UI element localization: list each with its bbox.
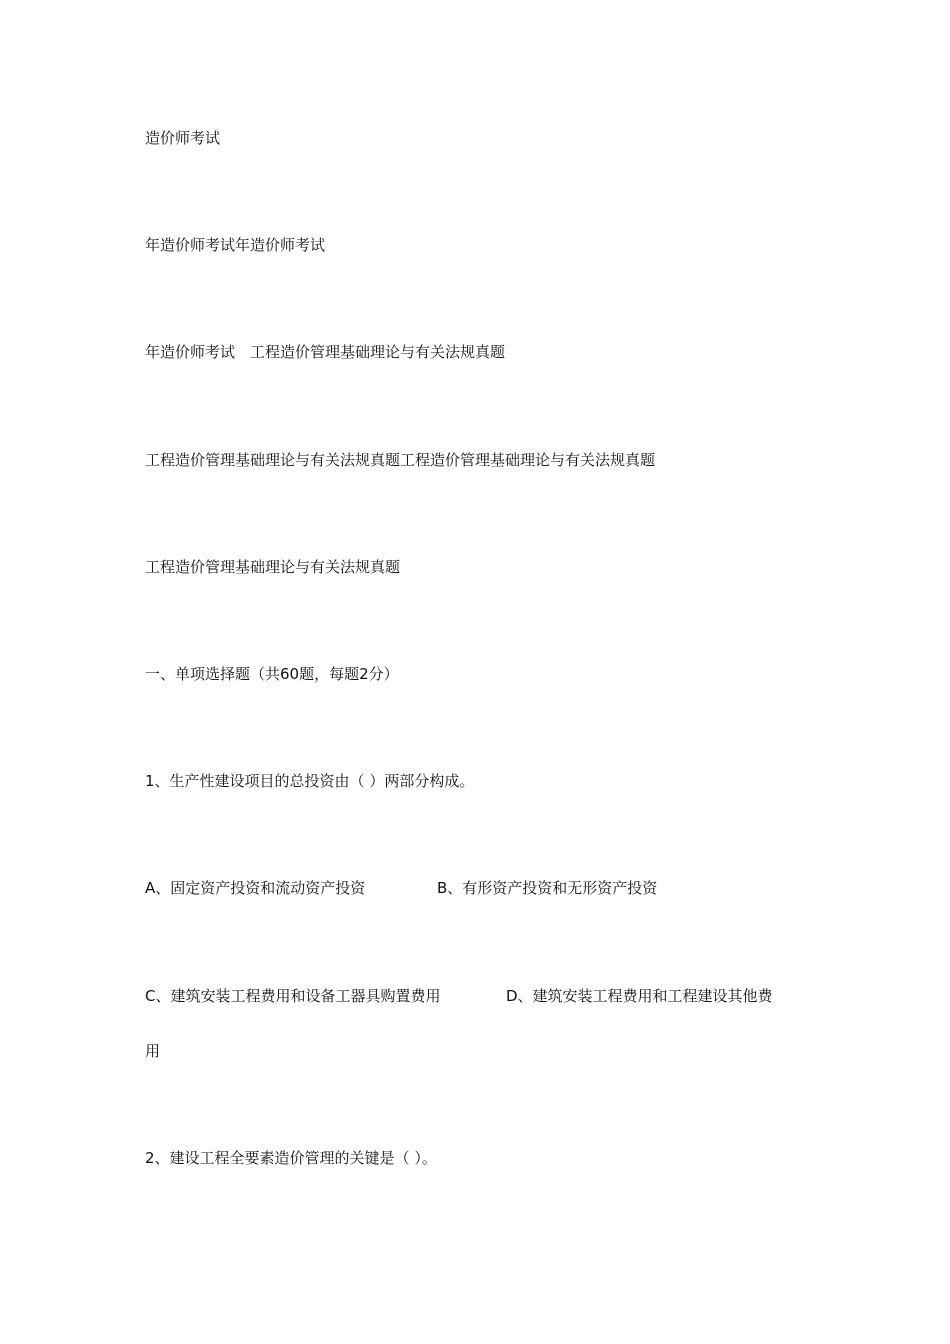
doc-repeated-title-line: 工程造价管理基础理论与有关法规真题工程造价管理基础理论与有关法规真题 [145,451,656,469]
question-1-stem: 1、生产性建设项目的总投资由（ ）两部分构成。 [145,772,475,790]
question-1-option-b: B、有形资产投资和无形资产投资 [437,879,658,897]
question-1-option-a: A、固定资产投资和流动资产投资 [145,879,366,897]
doc-subtitle-line: 年造价师考试年造价师考试 [145,236,326,254]
question-1-option-d-continued: 用 [145,1042,161,1060]
doc-exam-title-line: 年造价师考试 工程造价管理基础理论与有关法规真题 [145,343,506,361]
question-2-stem: 2、建设工程全要素造价管理的关键是（ ）。 [145,1149,437,1167]
section-heading: 一、单项选择题（共60题，每题2分） [145,665,399,683]
doc-title-line: 造价师考试 [145,129,221,147]
question-1-option-d: D、建筑安装工程费用和工程建设其他费 [506,987,773,1005]
doc-section-title-line: 工程造价管理基础理论与有关法规真题 [145,558,401,576]
question-1-option-c: C、建筑安装工程费用和设备工器具购置费用 [145,987,441,1005]
